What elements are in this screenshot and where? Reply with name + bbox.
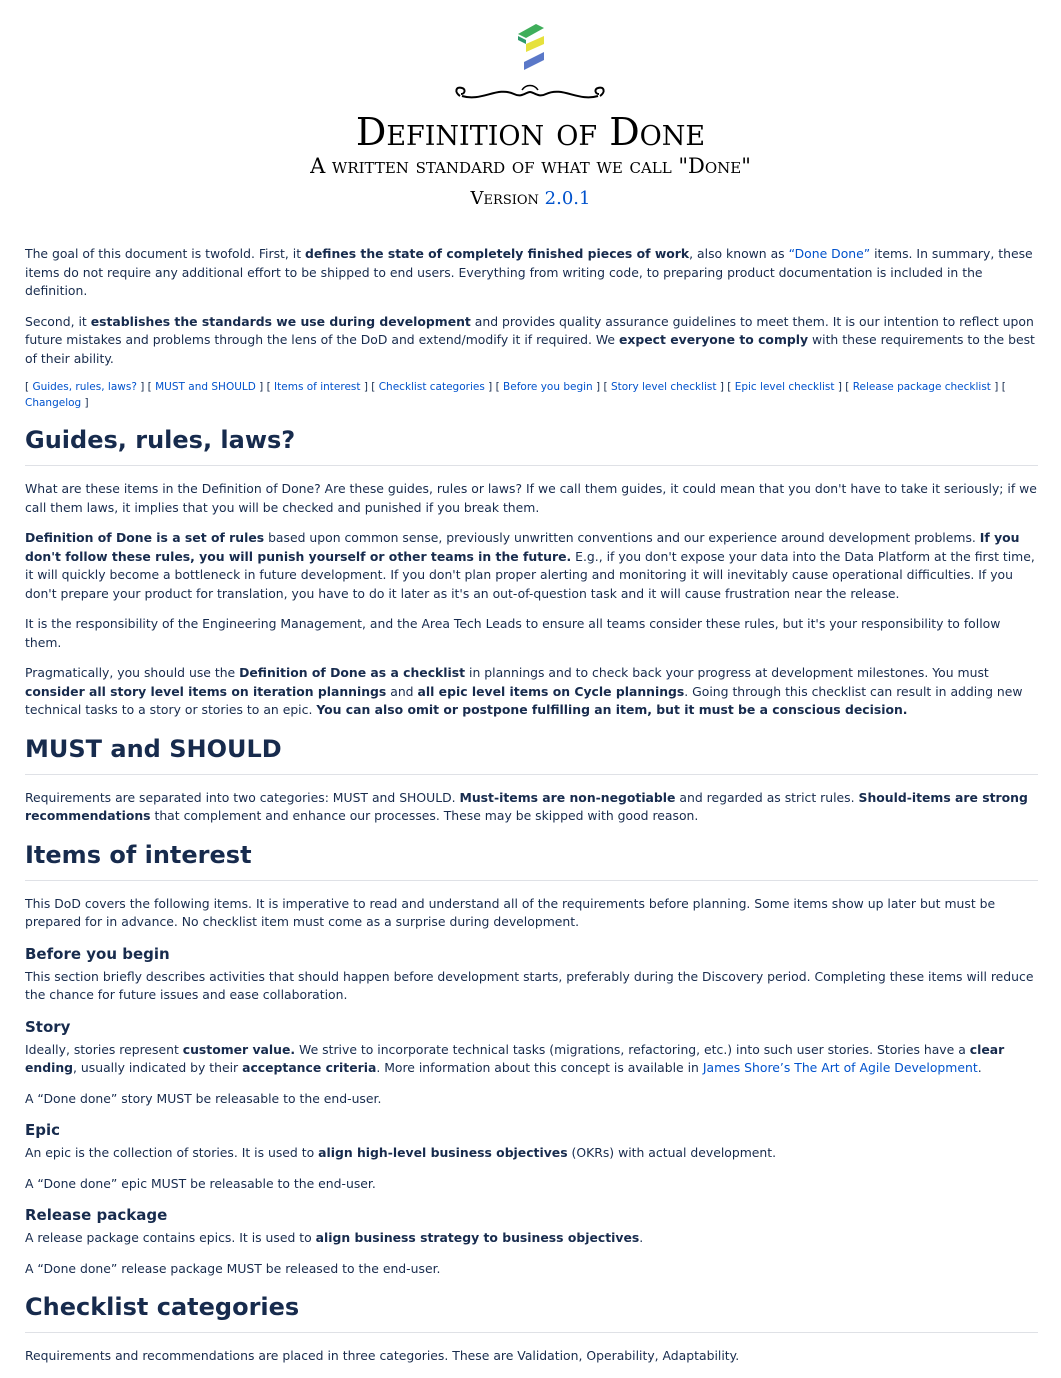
bold-text: expect everyone to comply bbox=[618, 332, 809, 347]
bold-text: align business strategy to business objectives bbox=[315, 1230, 640, 1245]
bold-text: all epic level items on Cycle plannings bbox=[417, 683, 685, 699]
toc-link-guides[interactable]: Guides, rules, laws? bbox=[32, 381, 137, 393]
bold-text: acceptance criteria bbox=[242, 1060, 377, 1075]
must-should-paragraph bbox=[25, 789, 1038, 826]
story-paragraph-2: A “Done done” story MUST be releasable to the end-user. bbox=[25, 1090, 382, 1106]
story-paragraph-1 bbox=[25, 1041, 1038, 1078]
toc-link-story-level-checklist[interactable]: Story level checklist bbox=[610, 381, 717, 393]
toc-link-before-you-begin[interactable]: Before you begin bbox=[503, 381, 593, 393]
version-label: Version bbox=[470, 188, 539, 209]
version-line bbox=[0, 186, 1061, 212]
text: An epic is the collection of stories. It is used to bbox=[25, 1145, 319, 1160]
release-paragraph-1 bbox=[25, 1229, 1038, 1248]
text: Second, it bbox=[25, 313, 91, 329]
intro-paragraph-1 bbox=[25, 245, 1038, 301]
guides-paragraph-3: It is the responsibility of the Engineering Management, and the Area Tech Leads to ensure all teams consider these rules, but it's your responsibility to follow them. bbox=[25, 616, 1001, 650]
text: We strive to incorporate technical tasks (migrations, refactoring, etc.) into such user stories. Stories have a bbox=[295, 1041, 970, 1057]
main-content bbox=[25, 245, 1038, 1378]
release-paragraph-2: A “Done done” release package MUST be released to the end-user. bbox=[25, 1260, 441, 1276]
bold-text: Definition of Done is a set of rules bbox=[25, 530, 265, 545]
guides-paragraph-4 bbox=[25, 664, 1038, 720]
table-of-contents: [ Guides, rules, laws? ] [ MUST and SHOULD ] [ Items of interest ] [ Checklist categories ] [ Before you begin ] [ Story level checklist ] [ Epic level checklist ] [ Release package checklist ] [ Changelog ] bbox=[25, 381, 1006, 409]
text: , also known as bbox=[689, 246, 789, 261]
checklist-paragraph: Requirements and recommendations are placed in three categories. These are Validation, Operability, Adaptability. bbox=[25, 1348, 740, 1363]
bold-text: align high-level business objectives bbox=[318, 1145, 568, 1160]
subheading-release-package: Release package bbox=[25, 1206, 168, 1224]
text: and provides quality assurance guidelines to meet them. It is our intention to reflect upon future mistakes and problems through the lens of the DoD and extend/modify it if required. We bbox=[25, 313, 1034, 347]
bold-text: If you don't follow these rules, you will punish yourself or other teams in the future. bbox=[25, 530, 1020, 564]
text: and bbox=[386, 683, 418, 699]
epic-paragraph-2: A “Done done” epic MUST be releasable to the end-user. bbox=[25, 1175, 376, 1191]
text: with these requirements to the best of their ability. bbox=[25, 332, 1035, 366]
text: Pragmatically, you should use the bbox=[25, 665, 240, 680]
text: . Going through this checklist can result in adding new technical tasks to a story or stories to an epic. bbox=[25, 683, 1023, 717]
text: . bbox=[639, 1230, 644, 1245]
section-heading-guides: Guides, rules, laws? bbox=[25, 425, 1038, 466]
guides-paragraph-2 bbox=[25, 529, 1038, 603]
bold-text: establishes the standards we use during development bbox=[90, 313, 471, 329]
text: and regarded as strict rules. bbox=[675, 789, 859, 805]
bold-text: customer value. bbox=[182, 1041, 296, 1057]
bold-text: You can also omit or postpone fulfilling an item, but it must be a conscious decision. bbox=[316, 702, 908, 717]
bold-text: Must-items are non-negotiable bbox=[459, 789, 676, 805]
text: items. In summary, these items do not require any additional effort to be shipped to end users. Everything from writing code, to preparing product documentation is included in the definition. bbox=[25, 246, 1033, 298]
version-link[interactable]: 2.0.1 bbox=[544, 188, 591, 209]
text: . More information about this concept is available in bbox=[376, 1060, 703, 1075]
stacked-chevrons-logo-icon bbox=[514, 22, 550, 72]
text: The goal of this document is twofold. First, it bbox=[25, 246, 306, 261]
text: Requirements are separated into two categories: MUST and SHOULD. bbox=[25, 789, 460, 805]
section-heading-must-should: MUST and SHOULD bbox=[25, 734, 1038, 775]
toc-link-release-package-checklist[interactable]: Release package checklist bbox=[852, 381, 991, 393]
subheading-epic: Epic bbox=[25, 1121, 61, 1139]
page-subtitle: A written standard of what we call "Done" bbox=[310, 154, 751, 178]
done-done-link[interactable]: “Done Done” bbox=[788, 246, 871, 261]
bold-text: clear ending bbox=[25, 1041, 1005, 1075]
bold-text: Definition of Done as a checklist bbox=[239, 665, 466, 680]
bold-text: Should-items are strong recommendations bbox=[25, 789, 1028, 823]
text: A release package contains epics. It is used to bbox=[25, 1230, 316, 1245]
intro-paragraph-2 bbox=[25, 313, 1038, 369]
toc-link-checklist-categories[interactable]: Checklist categories bbox=[378, 381, 485, 393]
section-heading-checklist-categories: Checklist categories bbox=[25, 1292, 1038, 1333]
text: , usually indicated by their bbox=[73, 1060, 243, 1075]
text: (OKRs) with actual development. bbox=[567, 1145, 777, 1160]
toc-link-changelog[interactable]: Changelog bbox=[25, 396, 82, 409]
epic-paragraph-1 bbox=[25, 1144, 1038, 1163]
toc-link-items-of-interest[interactable]: Items of interest bbox=[274, 381, 361, 393]
items-paragraph: This DoD covers the following items. It is imperative to read and understand all of the requirements before planning. Some items show up later but must be prepared for in advance. No checklist item must come as a surprise during development. bbox=[25, 895, 996, 929]
toc-link-epic-level-checklist[interactable]: Epic level checklist bbox=[734, 381, 835, 393]
text: in plannings and to check back your progress at development milestones. You must bbox=[465, 665, 989, 680]
art-of-agile-link[interactable]: James Shore’s The Art of Agile Development bbox=[702, 1060, 978, 1075]
ornamental-divider-icon bbox=[452, 82, 608, 104]
text: . bbox=[977, 1060, 982, 1075]
before-paragraph: This section briefly describes activities that should happen before development starts, preferably during the Discovery period. Completing these items will reduce the chance for future issues and ease collaboration. bbox=[25, 968, 1034, 1002]
bold-text: defines the state of completely finished pieces of work bbox=[305, 246, 690, 261]
subheading-story: Story bbox=[25, 1017, 71, 1036]
text: that complement and enhance our processes. These may be skipped with good reason. bbox=[150, 808, 699, 823]
text: E.g., if you don't expose your data into the Data Platform at the first time, it will quickly become a bottleneck in future development. If you don't plan proper alerting and monitoring it will inevitably cause operational difficulties. If you don't prepare your product for translation, you have to do it later as it's an out-of-question task and it will cause frustration near the release. bbox=[25, 548, 1035, 601]
toc-link-must-should[interactable]: MUST and SHOULD bbox=[155, 381, 256, 393]
text: based upon common sense, previously unwritten conventions and our experience around development problems. bbox=[264, 530, 980, 545]
page-title: Definition of Done bbox=[355, 110, 706, 154]
guides-paragraph-1: What are these items in the Definition of Done? Are these guides, rules or laws? If we call them guides, it could mean that you don't have to take it seriously; if we call them laws, it implies that you will be checked and punished if you break them. bbox=[25, 481, 1037, 515]
bold-text: consider all story level items on iteration plannings bbox=[25, 683, 387, 699]
text: Ideally, stories represent bbox=[25, 1041, 183, 1057]
subheading-before-you-begin: Before you begin bbox=[25, 944, 170, 963]
section-heading-items-of-interest: Items of interest bbox=[25, 840, 1038, 881]
